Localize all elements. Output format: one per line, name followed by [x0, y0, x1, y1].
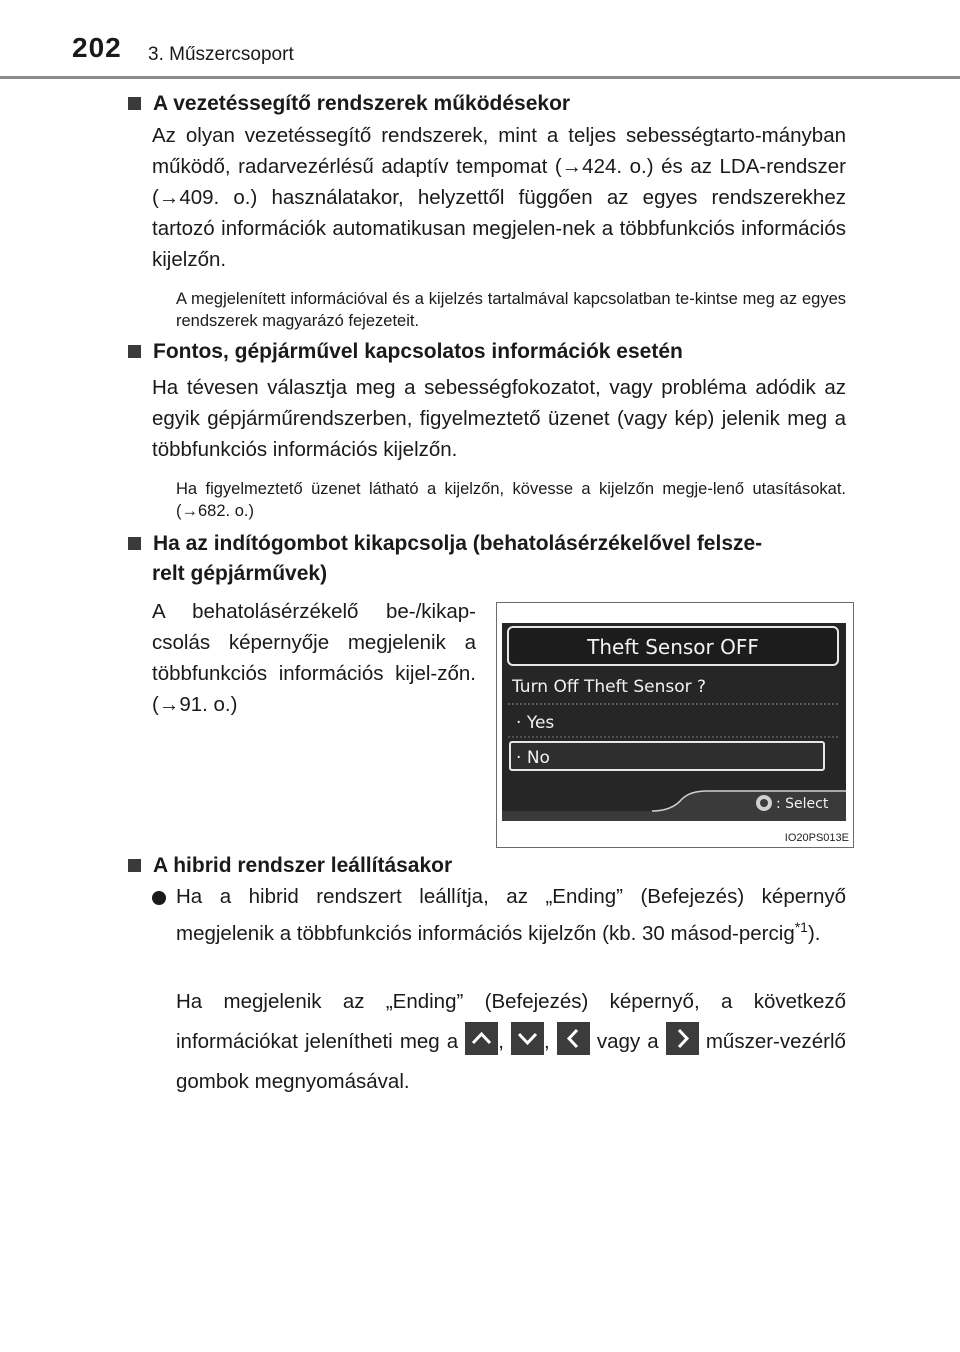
section-note-vehicle-info: Ha figyelmeztető üzenet látható a kijelzőn, kövesse a kijelzőn megje-lenő utasításokat. (→682. o.) — [176, 480, 846, 520]
section-body-theft-sensor: A behatolásérzékelő be-/kikap-csolás képernyője megjelenik a többfunkciós információs kijel-zőn. (→91. o.) — [152, 600, 476, 716]
section-heading-hybrid-stop: A hibrid rendszer leállításakor — [128, 850, 848, 882]
chevron-down-icon — [511, 1022, 544, 1055]
section-body-driving-assist: Az olyan vezetéssegítő rendszerek, mint a teljes sebességtarto-mányban működő, radarvezérlésű adaptív tempomat (→424. o.) és az LDA-rendszer (→409. o.) használatakor, helyzettől függően az egyes rendszerekhez tartozó információk automatikusan megjelen-nek a többfunkciós információs kijelzőn. — [152, 124, 846, 271]
page-number: 202 — [72, 32, 122, 63]
square-bullet-icon — [128, 97, 141, 110]
theft-sensor-figure — [496, 602, 854, 848]
chapter-title: 3. Műszercsoport — [148, 44, 294, 65]
option-yes: · Yes — [516, 713, 555, 733]
hybrid-ending-paragraph: Ha megjelenik az „Ending” (Befejezés) képernyő, a következő információkat jelenítheti meg a , , vagy a műszer-vezérlő gombok megnyomásával. — [176, 990, 846, 1093]
figure-code: IO20PS013E — [784, 832, 849, 844]
header-divider — [0, 76, 960, 79]
section-heading-vehicle-info: Fontos, gépjárművel kapcsolatos információk esetén — [128, 336, 848, 368]
section-note-driving-assist: A megjelenített információval és a kijelzés tartalmával kapcsolatban te-kintse meg az egyes rendszerek magyarázó fejezeteit. — [176, 290, 846, 330]
select-hint: : Select — [776, 796, 829, 812]
screen-question: Turn Off Theft Sensor ? — [512, 677, 707, 697]
section-heading-driving-assist: A vezetéssegítő rendszerek működésekor — [128, 88, 848, 120]
section-heading-power-off: Ha az indítógombot kikapcsolja (behatolásérzékelővel felsze- — [128, 528, 822, 560]
section-body-vehicle-info: Ha tévesen választja meg a sebességfokozatot, vagy probléma adódik az egyik gépjárműrendszerben, figyelmeztető üzenet (vagy kép) jelenik meg a többfunkciós információs kijelzőn. — [152, 376, 846, 461]
round-bullet-icon — [152, 891, 166, 905]
chevron-up-icon — [465, 1022, 498, 1055]
square-bullet-icon — [128, 345, 141, 358]
hybrid-bullet-text: Ha a hibrid rendszert leállítja, az „Ending” (Befejezés) képernyő megjelenik a többfunkciós információs kijelzőn (kb. 30 másod-percig$^{*1}$). — [176, 885, 846, 945]
option-no-selected: · No — [516, 748, 550, 768]
square-bullet-icon — [128, 537, 141, 550]
section-heading-power-off-line2: relt gépjárművek) — [152, 562, 328, 585]
page-header — [0, 0, 960, 80]
chevron-left-icon — [557, 1022, 590, 1055]
chevron-right-icon — [666, 1022, 699, 1055]
display-graphic — [502, 623, 846, 821]
display-screen — [502, 623, 846, 821]
square-bullet-icon — [128, 859, 141, 872]
screen-title: Theft Sensor OFF — [587, 635, 759, 659]
